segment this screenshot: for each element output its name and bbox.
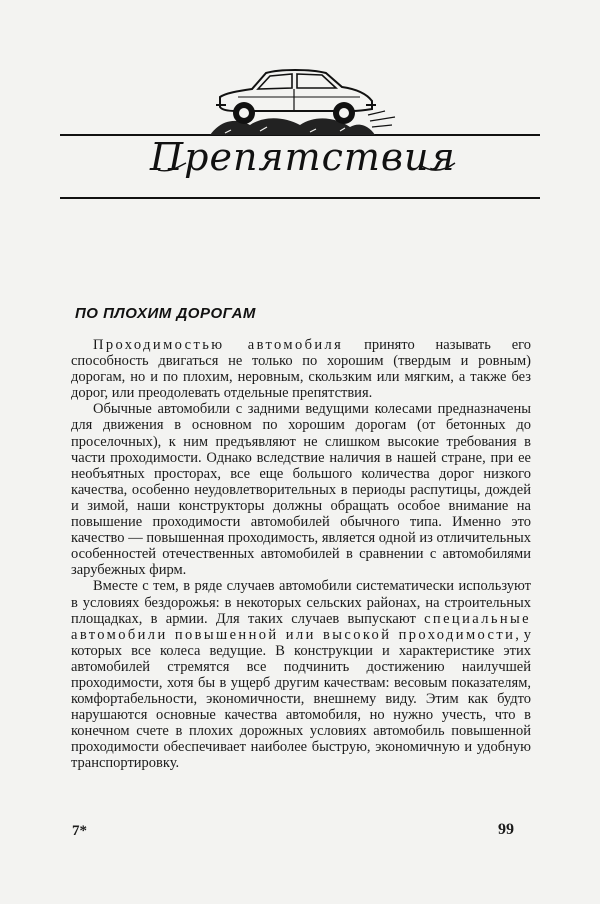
paragraph-3 bbox=[71, 578, 531, 771]
paragraph-1-rest: принято называть его способность двигаться не только по хорошим (твердым и ровным) дорогам, но и по плохим, неровным, скользким или мягким, а также без дорог, или преодолевать отдельные препятствия. bbox=[71, 337, 531, 402]
paragraph-1-lead: Проходимостью автомобиля bbox=[93, 337, 344, 353]
paragraph-3-b: , у которых все колеса ведущие. В конструкции и характеристике этих автомобилей стремятся все подчинить достижению наилучшей проходимости, хотя бы в ущерб другим качествам: весовым показателям, комфортабельности, экономичности, внешнему виду. Этим как будто нарушаются основные качества автомобиля, но нужно учесть, что в конечном счете в плохих дорожных условиях автомобиль повышенной проходимости обеспечивает наиболее быструю, экономичную и удобную транспортировку. bbox=[71, 626, 532, 772]
chapter-header-illustration bbox=[60, 55, 540, 205]
paragraph-3-emphasis: специальные автомобили повышенной или высокой проходимости bbox=[71, 610, 531, 643]
signature-mark: 7* bbox=[72, 823, 87, 839]
paragraph-1 bbox=[71, 337, 531, 401]
page-number: 99 bbox=[498, 821, 514, 838]
paragraph-2: Обычные автомобили с задними ведущими колесами предназначены для движения в основном по хорошим дорогам (от бетонных до проселочных), к ним предъявляют не слишком высокие требования в части проходимости. Однако вследствие наличия в нашей стране, при ее необъятных просторах, все еще большого количества дорог низкого качества, особенно неудовлетворительных в периоды распутицы, дождей и зимой, наши конструкторы должны обращать особое внимание на повышение проходимости автомобилей обычного типа. Именно это качество — повышенная проходимость, является одной из отличительных особенностей отечественных автомобилей в сравнении с автомобилями зарубежных фирм. bbox=[71, 401, 531, 579]
car-icon bbox=[216, 70, 376, 124]
chapter-title: Препятствия bbox=[150, 135, 456, 179]
section-heading: ПО ПЛОХИМ ДОРОГАМ bbox=[75, 305, 256, 322]
body-text bbox=[71, 337, 531, 772]
paragraph-3-a: Вместе с тем, в ряде случаев автомобили систематически используют в условиях бездорожья: в некоторых сельских районах, на строительных площадках, в армии. Для таких случаев выпускают bbox=[71, 578, 531, 627]
